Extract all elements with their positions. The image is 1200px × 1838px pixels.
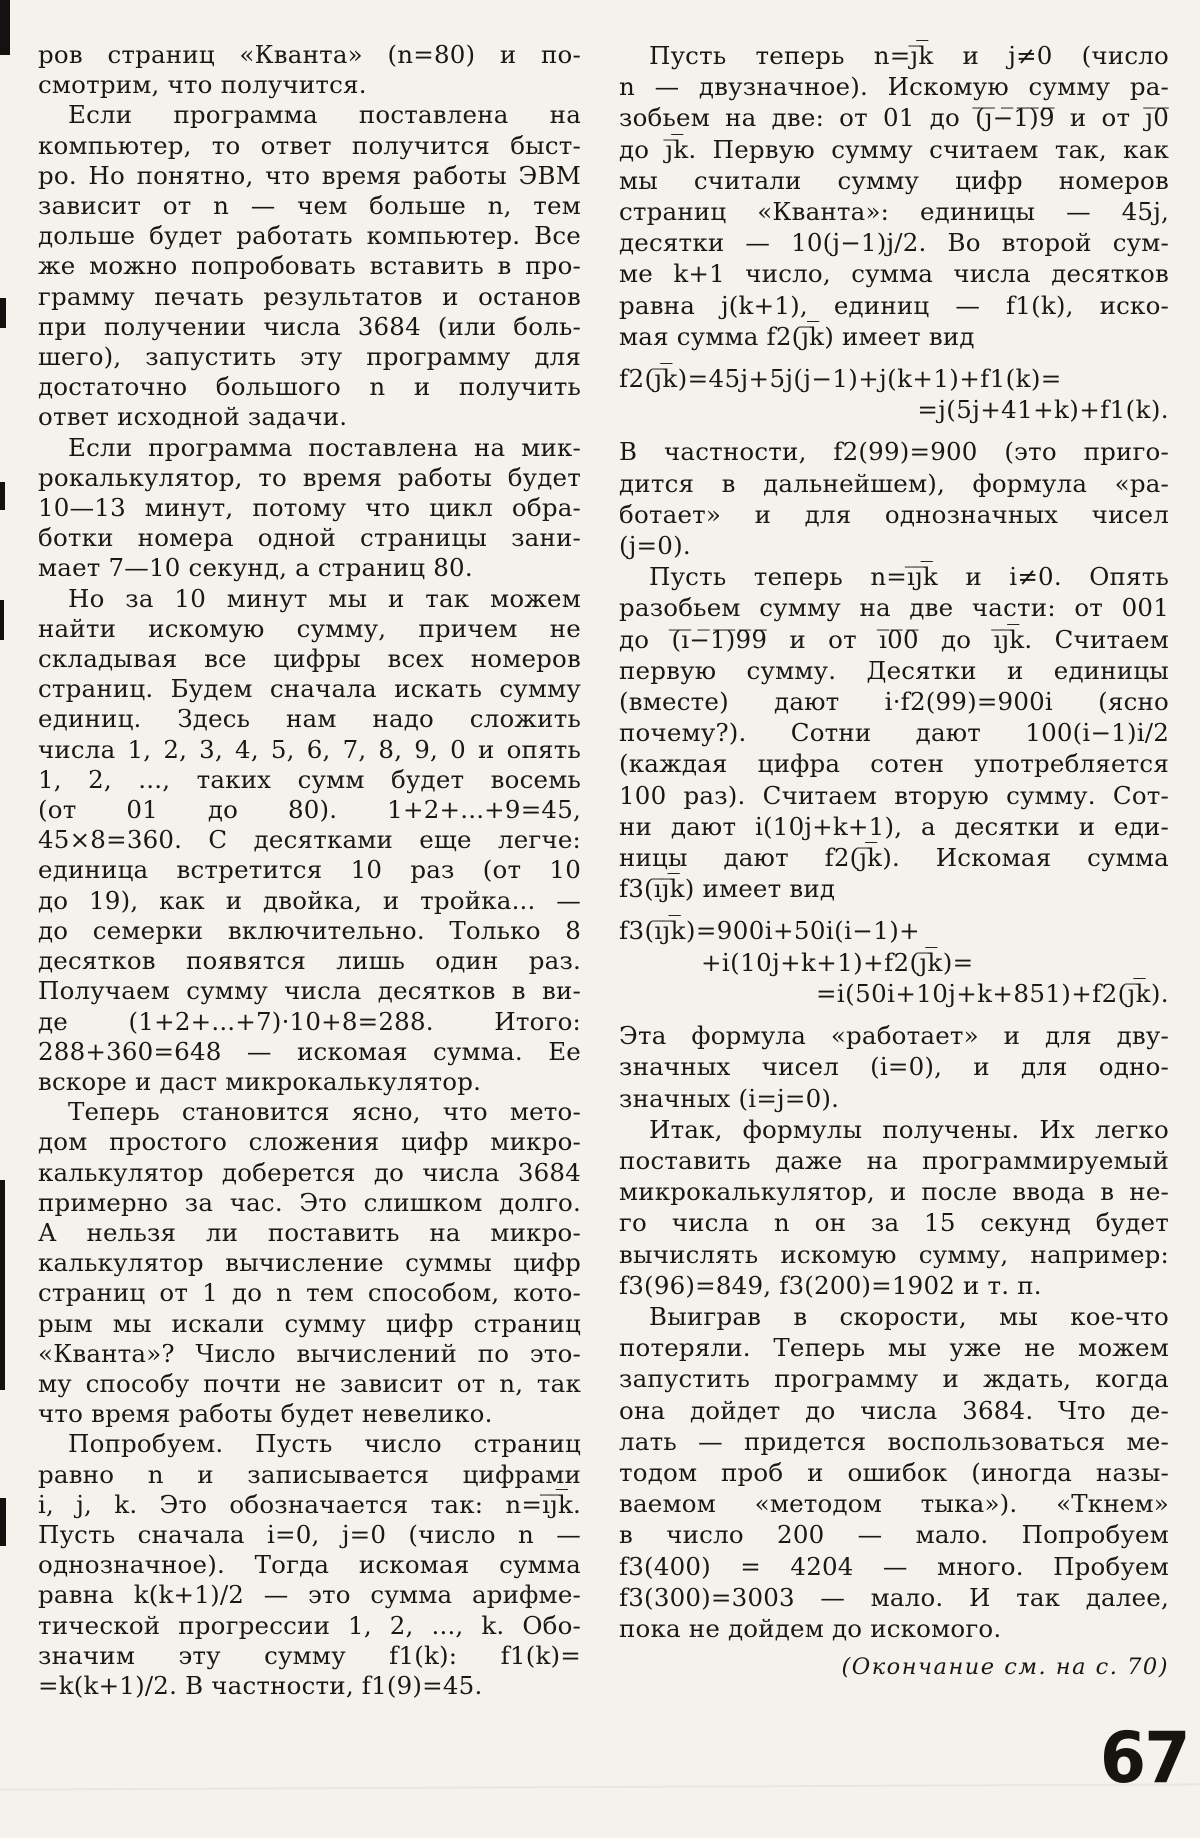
text-line: единица встретится 10 раз (от 10 <box>38 855 581 885</box>
text-line: потеряли. Теперь мы уже не можем <box>619 1333 1169 1363</box>
text-line: равна k(k+1)/2 — это сумма арифме- <box>38 1580 581 1610</box>
text-line: ницы дают f2(j̅k̅). Искомая сумма <box>619 843 1169 873</box>
text-line: ме k+1 число, сумма числа десятков <box>619 259 1169 289</box>
text-line: десятки — 10(j−1)j/2. Во второй сум- <box>619 228 1169 258</box>
text-line: ваемом «методом тыка»). «Ткнем» <box>619 1489 1169 1519</box>
text-line: микрокалькулятор, и после ввода в не- <box>619 1177 1169 1207</box>
text-line: страниц от 1 до n тем способом, кото- <box>38 1278 581 1308</box>
text-line: (Окончание см. на с. 70) <box>841 1654 1169 1681</box>
text-line: страниц. Будем сначала искать сумму <box>38 674 581 704</box>
text-line: шего), запустить эту программу для <box>38 342 581 372</box>
text-line: значных чисел (i=0), и для одно- <box>619 1052 1169 1082</box>
text-line: Выиграв в скорости, мы кое-что <box>649 1301 1169 1331</box>
page-crease-line <box>0 1783 1200 1790</box>
scan-artifact <box>0 482 5 510</box>
text-line: ров страниц «Кванта» (n=80) и по- <box>38 40 581 69</box>
text-line: f2(j̅k̅)=45j+5j(j−1)+j(k+1)+f1(k)= <box>619 364 1062 394</box>
text-line: 288+360=648 — искомая сумма. Ее <box>38 1036 581 1066</box>
text-line: же можно попробовать вставить в про- <box>38 251 581 281</box>
text-line: f3(i̅j̅k̅)=900i+50i(i−1)+ <box>619 916 921 946</box>
text-line: В частности, f2(99)=900 (это приго- <box>619 437 1169 467</box>
text-line: Итак, формулы получены. Их легко <box>649 1114 1169 1144</box>
page-number: 67 <box>1099 1717 1189 1799</box>
text-line: вскоре и даст микрокалькулятор. <box>38 1066 482 1096</box>
text-line: =k(k+1)/2. В частности, f1(9)=45. <box>38 1670 483 1700</box>
text-line: f3(400) = 4204 — много. Пробуем <box>619 1551 1169 1581</box>
text-line: Если программа поставлена на мик- <box>68 432 581 462</box>
text-line: ботки номера одной страницы зани- <box>38 523 581 553</box>
text-line: примерно за час. Это слишком долго. <box>38 1187 581 1217</box>
text-line: поставить даже на программируемый <box>619 1145 1169 1175</box>
text-line: (j=0). <box>619 531 691 561</box>
text-line: му способу почти не зависит от n, так <box>38 1368 581 1398</box>
text-line: единиц. Здесь нам надо сложить <box>38 704 581 734</box>
text-line: тодом проб и ошибок (иногда назы- <box>619 1457 1169 1487</box>
text-line: де (1+2+...+7)·10+8=288. Итого: <box>38 1006 581 1036</box>
text-line: однозначное). Тогда искомая сумма <box>38 1550 581 1580</box>
text-line: Пусть теперь n=i̅j̅k̅ и i≠0. Опять <box>649 562 1169 592</box>
text-line: равна j(k+1), единиц — f1(k), иско- <box>619 290 1169 320</box>
text-line: вычислять искомую сумму, например: <box>619 1239 1169 1269</box>
scan-artifact <box>0 1180 5 1390</box>
text-line: =i(50i+10j+k+851)+f2(j̅k̅). <box>816 978 1169 1008</box>
text-line: разобьем сумму на две части: от 001 <box>619 593 1169 623</box>
text-line: почему?). Сотни дают 100(i−1)i/2 <box>619 718 1169 748</box>
text-line: равно n и записывается цифрами <box>38 1459 581 1489</box>
text-line: (каждая цифра сотен употребляется <box>619 749 1169 779</box>
text-line: числа 1, 2, 3, 4, 5, 6, 7, 8, 9, 0 и опять <box>38 734 581 764</box>
text-line: =j(5j+41+k)+f1(k). <box>917 395 1169 425</box>
text-line: f3(i̅j̅k̅) имеет вид <box>619 874 836 904</box>
right-text-column <box>619 40 1169 1683</box>
text-line: 45×8=360. С десятками еще легче: <box>38 825 581 855</box>
text-line: Пусть сначала i=0, j=0 (число n — <box>38 1519 581 1549</box>
text-line: значим эту сумму f1(k): f1(k)= <box>38 1640 581 1670</box>
scan-artifact <box>0 600 4 640</box>
text-line: рым мы искали сумму цифр страниц <box>38 1308 581 1338</box>
scan-artifact <box>0 298 6 328</box>
text-line: Пусть теперь n=j̅k̅ и j≠0 (число <box>649 41 1169 70</box>
text-line: Но за 10 минут мы и так можем <box>68 583 581 613</box>
text-line: компьютер, то ответ получится быст- <box>38 130 581 160</box>
text-line: «Кванта»? Число вычислений по это- <box>38 1338 581 1368</box>
text-line: дом простого сложения цифр микро- <box>38 1127 581 1157</box>
text-line: мает 7—10 секунд, а страниц 80. <box>38 553 473 583</box>
text-line: до 19), как и двойка, и тройка... — <box>38 885 581 915</box>
text-line: мая сумма f2(j̅k̅) имеет вид <box>619 321 975 351</box>
text-line: (вместе) дают i·f2(99)=900i (ясно <box>619 687 1169 717</box>
text-line: Получаем сумму числа десятков в ви- <box>38 976 581 1006</box>
text-line: ботает» и для однозначных чисел <box>619 499 1169 529</box>
text-line: дольше будет работать компьютер. Все <box>38 221 581 251</box>
text-line: ро. Но понятно, что время работы ЭВМ <box>38 160 581 190</box>
text-line: найти искомую сумму, причем не <box>38 613 581 643</box>
text-line: Попробуем. Пусть число страниц <box>68 1429 581 1459</box>
text-line: калькулятор доберется до числа 3684 <box>38 1157 581 1187</box>
text-line: складывая все цифры всех номеров <box>38 644 581 674</box>
text-line: калькулятор вычисление суммы цифр <box>38 1248 581 1278</box>
scan-artifact <box>0 1498 6 1546</box>
text-line: ответ исходной задачи. <box>38 402 348 432</box>
text-line: что время работы будет невелико. <box>38 1399 493 1429</box>
text-line: запустить программу и ждать, когда <box>619 1364 1169 1394</box>
text-line: до семерки включительно. Только 8 <box>38 915 581 945</box>
text-line: тической прогрессии 1, 2, ..., k. Обо- <box>38 1610 581 1640</box>
text-line: 10—13 минут, потому что цикл обра- <box>38 493 581 523</box>
left-text-column <box>38 40 581 1701</box>
text-line: смотрим, что получится. <box>38 70 367 100</box>
text-line: страниц «Кванта»: единицы — 45j, <box>619 197 1169 227</box>
text-line: в число 200 — мало. Попробуем <box>619 1520 1169 1550</box>
text-line: f3(300)=3003 — мало. И так далее, <box>619 1582 1169 1612</box>
text-line: лать — придется воспользоваться ме- <box>619 1426 1169 1456</box>
text-line: пока не дойдем до искомого. <box>619 1613 1002 1643</box>
text-line: 1, 2, ..., таких сумм будет восемь <box>38 764 581 794</box>
text-line: до j̅k̅. Первую сумму считаем так, как <box>619 134 1169 164</box>
text-line: зобьем на две: от 01 до (̅j̅−̅1̅)̅9̅ и от j̅0̅ <box>619 103 1169 133</box>
text-line: значных (i=j=0). <box>619 1083 840 1113</box>
text-line: 100 раз). Считаем вторую сумму. Сот- <box>619 780 1169 810</box>
text-line: Если программа поставлена на <box>68 100 581 130</box>
text-line: она дойдет до числа 3684. Что де- <box>619 1395 1169 1425</box>
text-line: +i(10j+k+1)+f2(j̅k̅)= <box>701 947 974 977</box>
text-line: мы считали сумму цифр номеров <box>619 165 1169 195</box>
text-line: десятков появятся лишь один раз. <box>38 946 581 976</box>
text-line: рокалькулятор, то время работы будет <box>38 462 581 492</box>
text-line: грамму печать результатов и останов <box>38 281 581 311</box>
text-line: при получении числа 3684 (или боль- <box>38 311 581 341</box>
scan-artifact <box>0 0 10 55</box>
text-line: n — двузначное). Искомую сумму ра- <box>619 72 1169 102</box>
text-line: го числа n он за 15 секунд будет <box>619 1208 1169 1238</box>
text-line: i, j, k. Это обозначается так: n=i̅j̅k̅. <box>38 1489 581 1519</box>
text-line: ни дают i(10j+k+1), а десятки и еди- <box>619 811 1169 841</box>
text-line: Теперь становится ясно, что мето- <box>68 1097 581 1127</box>
text-line: (от 01 до 80). 1+2+...+9=45, <box>38 795 581 825</box>
text-line: А нельзя ли поставить на микро- <box>38 1217 581 1247</box>
text-line: достаточно большого n и получить <box>38 372 581 402</box>
text-line: f3(96)=849, f3(200)=1902 и т. п. <box>619 1270 1042 1300</box>
text-line: дится в дальнейшем), формула «ра- <box>619 468 1169 498</box>
text-line: зависит от n — чем больше n, тем <box>38 191 581 221</box>
text-line: до (̅i̅−̅1̅)̅9̅9̅ и от i̅0̅0̅ до i̅j̅k̅. Считаем <box>619 624 1169 654</box>
text-line: Эта формула «работает» и для дву- <box>619 1021 1169 1051</box>
text-line: первую сумму. Десятки и единицы <box>619 655 1169 685</box>
